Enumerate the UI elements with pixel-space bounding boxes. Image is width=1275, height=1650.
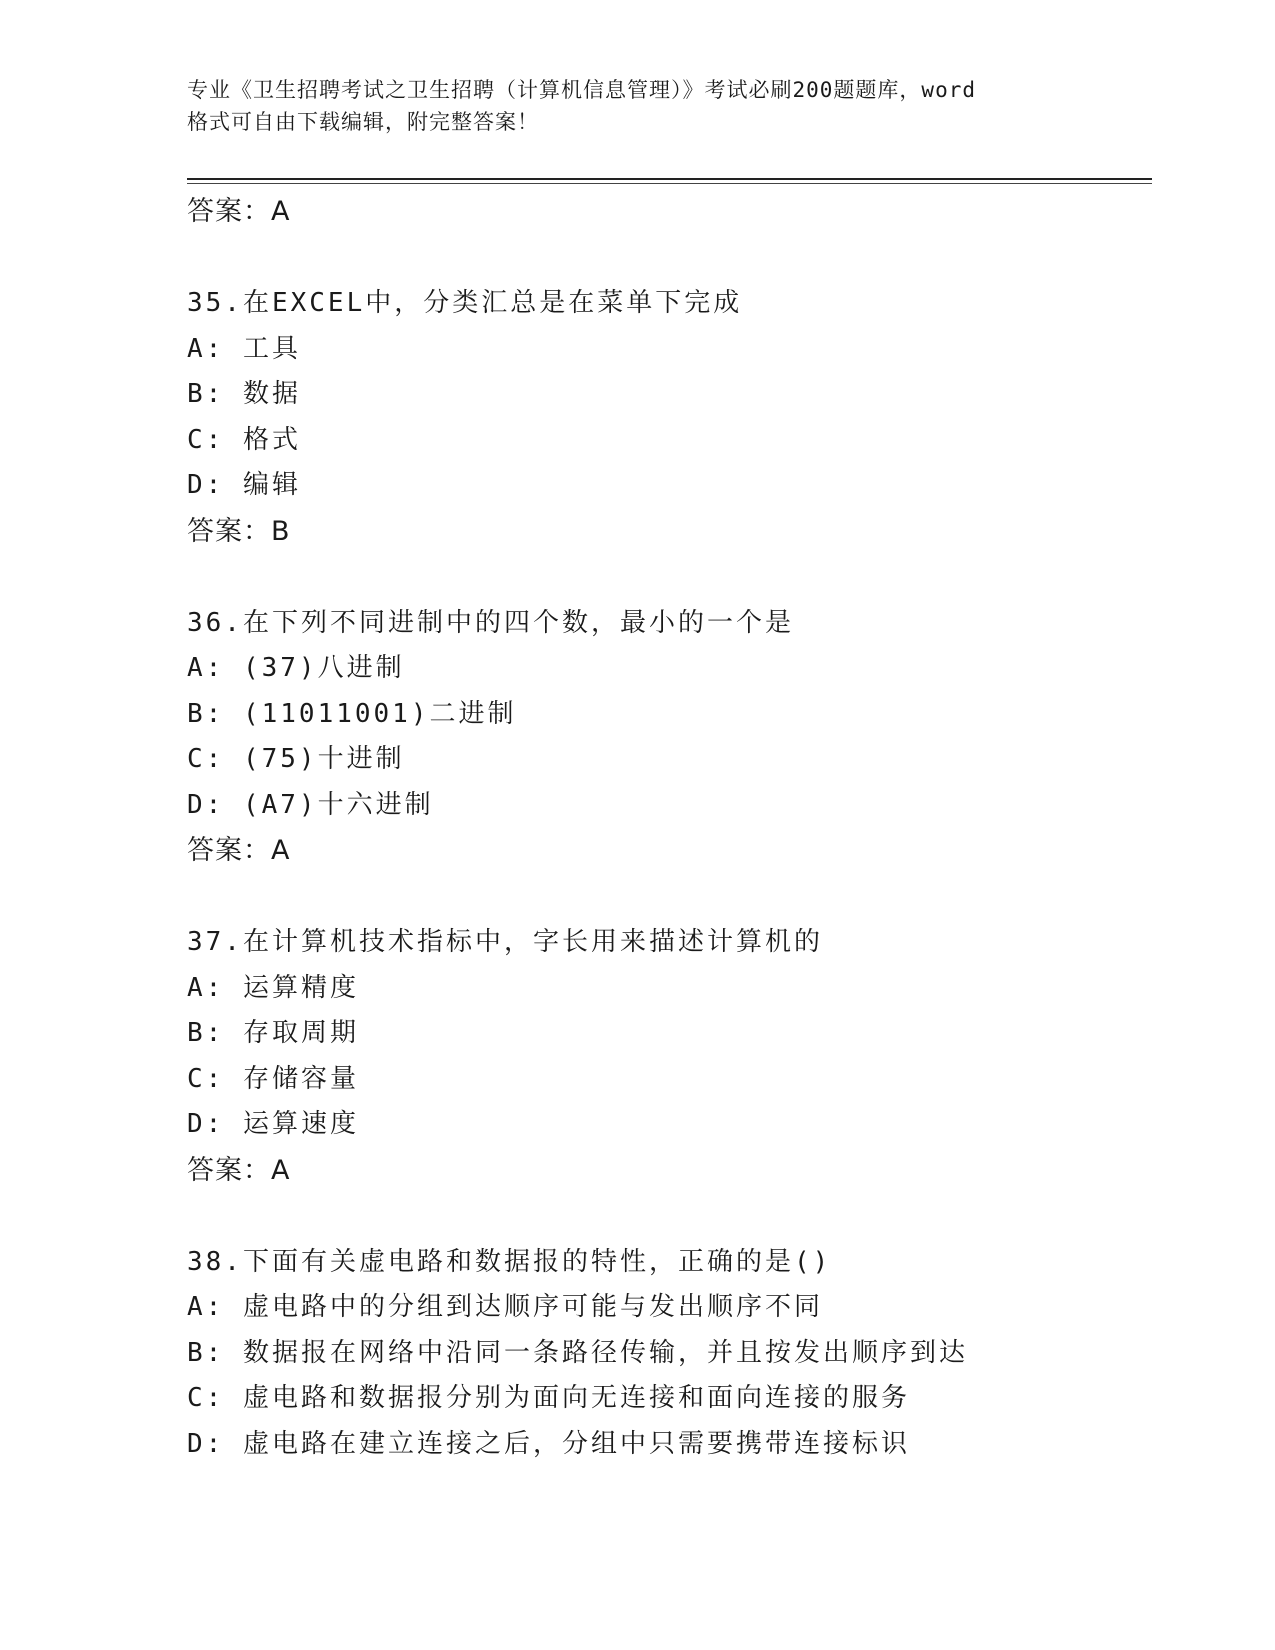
option-b: B: 存取周期 bbox=[187, 1018, 359, 1048]
option-a: A: 虚电路中的分组到达顺序可能与发出顺序不同 bbox=[187, 1292, 823, 1322]
header-line-2: 格式可自由下载编辑，附完整答案！ bbox=[187, 110, 539, 134]
question-block bbox=[187, 1194, 1152, 1468]
option-b: B: 数据 bbox=[187, 379, 301, 409]
option-d: D: 编辑 bbox=[187, 470, 301, 500]
document-body bbox=[187, 189, 1152, 1467]
header-line-1: 专业《卫生招聘考试之卫生招聘（计算机信息管理）》考试必刷200题题库，word bbox=[187, 78, 976, 102]
question-text: 36.在下列不同进制中的四个数，最小的一个是 bbox=[187, 607, 794, 638]
option-a: A: (37)八进制 bbox=[187, 653, 405, 683]
question-text: 35.在EXCEL中，分类汇总是在菜单下完成 bbox=[187, 288, 743, 318]
question-text: 37.在计算机技术指标中，字长用来描述计算机的 bbox=[187, 927, 823, 957]
answer-line: 答案：B bbox=[187, 515, 291, 547]
option-a: A: 运算精度 bbox=[187, 972, 359, 1003]
option-d: D: (A7)十六进制 bbox=[187, 789, 434, 820]
option-b: B: 数据报在网络中沿同一条路径传输，并且按发出顺序到达 bbox=[187, 1337, 968, 1368]
header-divider-thin bbox=[187, 183, 1152, 184]
option-a: A: 工具 bbox=[187, 333, 301, 364]
answer-line: 答案：A bbox=[187, 835, 291, 866]
option-c: C: 存储容量 bbox=[187, 1063, 359, 1094]
option-c: C: 虚电路和数据报分别为面向无连接和面向连接的服务 bbox=[187, 1383, 910, 1413]
question-text: 38.下面有关虚电路和数据报的特性，正确的是() bbox=[187, 1246, 832, 1277]
answer-line: 答案：A bbox=[187, 1154, 291, 1186]
answer-line: 答案：A bbox=[187, 196, 291, 227]
option-b: B: (11011001)二进制 bbox=[187, 698, 517, 729]
question-block bbox=[187, 235, 1152, 555]
document-header bbox=[187, 74, 1107, 138]
option-d: D: 运算速度 bbox=[187, 1109, 359, 1139]
header-divider-thick bbox=[187, 178, 1152, 180]
question-block bbox=[187, 874, 1152, 1194]
option-c: C: 格式 bbox=[187, 424, 301, 455]
option-c: C: (75)十进制 bbox=[187, 744, 405, 774]
option-d: D: 虚电路在建立连接之后，分组中只需要携带连接标识 bbox=[187, 1428, 910, 1459]
question-block bbox=[187, 555, 1152, 875]
